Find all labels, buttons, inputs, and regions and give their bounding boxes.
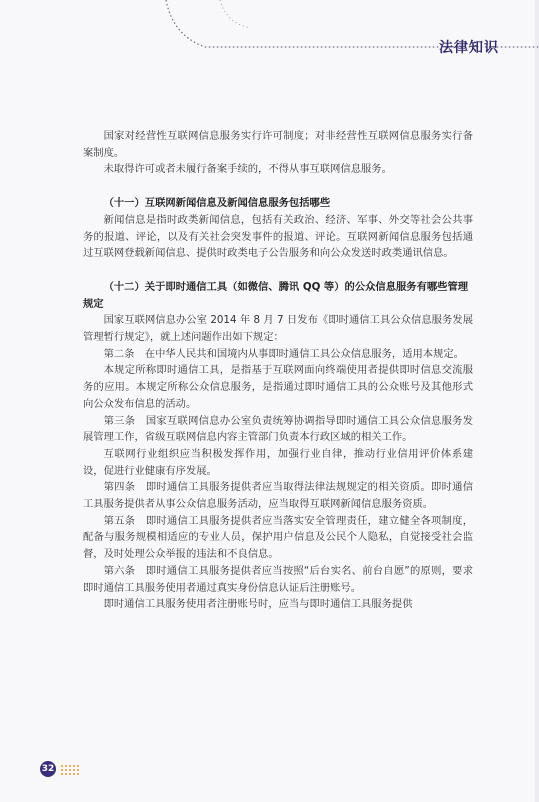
header-decoration	[0, 0, 539, 70]
page-edge	[535, 0, 539, 802]
paragraph: 未取得许可或者未履行备案手续的，不得从事互联网信息服务。	[103, 163, 392, 176]
page-number: 32	[40, 761, 56, 777]
section-title: 法律知识	[439, 40, 499, 56]
paragraph: 第三条 国家互联网信息办公室负责统筹协调指导即时通信工具公众信息服务发展管理工作，省级互联网信息内容主管部门负责本行政区域的相关工作。	[83, 414, 473, 444]
paragraph: 新闻信息是指时政类新闻信息，包括有关政治、经济、军事、外交等社会公共事务的报道、评论，以及有关社会突发事件的报道、评论。互联网新闻信息服务包括通过互联网登载新闻信息、提供时政类电子公告服务和向公众发送时政类通讯信息。	[83, 213, 473, 260]
section-heading: （十一）互联网新闻信息及新闻信息服务包括哪些	[103, 197, 331, 210]
paragraph: 国家互联网信息办公室 2014 年 8 月 7 日发布《即时通信工具公众信息服务发展管理暂行规定》，就上述问题作出如下规定：	[83, 314, 473, 344]
section-heading: （十二）关于即时通信工具（如微信、腾讯 QQ 等）的公众信息服务有哪些管理规定	[83, 280, 469, 310]
article-body	[83, 128, 473, 613]
paragraph: 即时通信工具服务使用者注册账号时，应当与即时通信工具服务提供	[103, 598, 413, 611]
paragraph: 本规定所称即时通信工具，是指基于互联网面向终端使用者提供即时信息交流服务的应用。本规定所称公众信息服务，是指通过即时通信工具的公众账号及其他形式向公众发布信息的活动。	[83, 364, 473, 410]
paragraph: 第四条 即时通信工具服务提供者应当取得法律法规规定的相关资质。即时通信工具服务提供者从事公众信息服务活动，应当取得互联网新闻信息服务资质。	[83, 481, 473, 511]
paragraph: 第五条 即时通信工具服务提供者应当落实安全管理责任，建立健全各项制度，配备与服务规模相适应的专业人员，保护用户信息及公民个人隐私，自觉接受社会监督，及时处理公众举报的违法和不良信息。	[83, 514, 473, 561]
paragraph: 国家对经营性互联网信息服务实行许可制度；对非经营性互联网信息服务实行备案制度。	[83, 130, 473, 159]
paragraph: 互联网行业组织应当积极发挥作用，加强行业自律，推动行业信用评价体系建设，促进行业健康有序发展。	[83, 447, 473, 477]
paragraph: 第二条 在中华人民共和国境内从事即时通信工具公众信息服务，适用本规定。	[103, 347, 464, 360]
dots-ornament-icon	[60, 763, 80, 777]
paragraph: 第六条 即时通信工具服务提供者应当按照“后台实名、前台自愿”的原则，要求即时通信工具服务使用者通过真实身份信息认证后注册账号。	[83, 564, 473, 594]
